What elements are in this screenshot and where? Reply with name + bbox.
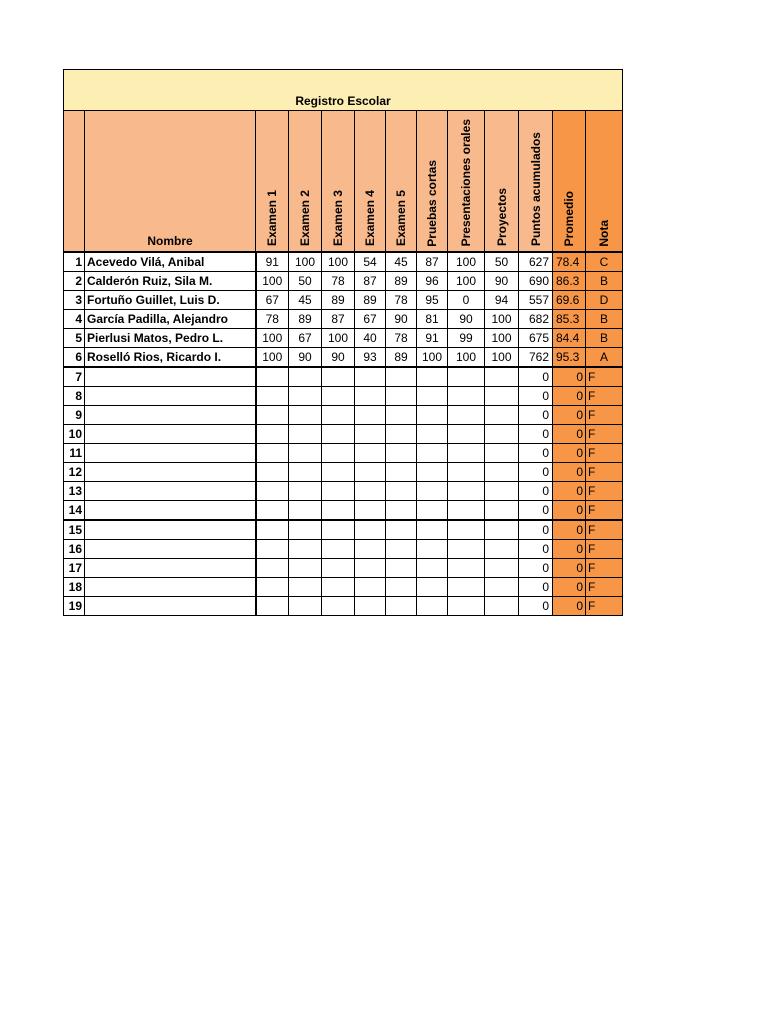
header-presentaciones-orales-label: Presentaciones orales — [459, 119, 473, 247]
row-number-cell[interactable]: 16 — [64, 540, 85, 559]
header-nombre: Nombre — [85, 111, 256, 253]
header-examen-4 — [355, 111, 386, 253]
student-name-cell[interactable] — [85, 540, 256, 559]
score-cell-e1[interactable]: 100 — [256, 272, 289, 291]
puntos-acumulados-cell[interactable]: 0 — [519, 406, 553, 425]
nota-cell[interactable]: C — [586, 252, 623, 272]
score-cell-e2[interactable] — [289, 406, 322, 425]
nota-cell[interactable]: B — [586, 310, 623, 329]
puntos-acumulados-cell[interactable]: 0 — [519, 463, 553, 482]
score-cell-pr[interactable] — [485, 406, 519, 425]
puntos-acumulados-cell[interactable]: 0 — [519, 559, 553, 578]
score-cell-e4[interactable] — [355, 482, 386, 501]
table-row — [64, 425, 623, 444]
header-proyectos-label: Proyectos — [494, 188, 509, 247]
header-examen-5-label: Examen 5 — [394, 190, 408, 247]
score-cell-pc[interactable] — [417, 520, 448, 540]
score-cell-e5[interactable]: 90 — [386, 310, 417, 329]
score-cell-pr[interactable] — [485, 597, 519, 616]
header-examen-4-label: Examen 4 — [363, 190, 377, 247]
table-row — [64, 272, 623, 291]
score-cell-e2[interactable]: 90 — [289, 348, 322, 368]
nota-cell[interactable]: F — [586, 540, 623, 559]
puntos-acumulados-cell[interactable]: 0 — [519, 425, 553, 444]
score-cell-e4[interactable] — [355, 540, 386, 559]
score-cell-pr[interactable] — [485, 578, 519, 597]
score-cell-pr[interactable] — [485, 520, 519, 540]
promedio-cell[interactable]: 0 — [553, 559, 586, 578]
score-cell-e5[interactable]: 78 — [386, 291, 417, 310]
student-name-cell[interactable]: Pierlusi Matos, Pedro L. — [85, 329, 256, 348]
score-cell-pc[interactable] — [417, 482, 448, 501]
header-promedio-label: Promedio — [562, 191, 576, 247]
score-cell-e3[interactable]: 89 — [322, 291, 355, 310]
score-cell-e5[interactable] — [386, 501, 417, 521]
score-cell-pc[interactable] — [417, 444, 448, 463]
score-cell-pc[interactable] — [417, 463, 448, 482]
nota-cell[interactable]: F — [586, 578, 623, 597]
score-cell-e4[interactable] — [355, 444, 386, 463]
puntos-acumulados-cell[interactable]: 0 — [519, 578, 553, 597]
nota-cell[interactable]: B — [586, 329, 623, 348]
score-cell-e5[interactable]: 89 — [386, 272, 417, 291]
score-cell-e3[interactable] — [322, 597, 355, 616]
promedio-cell[interactable]: 86.3 — [553, 272, 586, 291]
score-cell-pr[interactable]: 100 — [485, 348, 519, 368]
promedio-cell[interactable]: 0 — [553, 540, 586, 559]
header-puntos-acumulados-label: Puntos acumulados — [528, 132, 543, 247]
nota-cell[interactable]: F — [586, 425, 623, 444]
score-cell-e1[interactable]: 78 — [256, 310, 289, 329]
score-cell-po[interactable] — [448, 367, 485, 387]
score-cell-e5[interactable] — [386, 482, 417, 501]
puntos-acumulados-cell[interactable]: 0 — [519, 501, 553, 521]
row-number-cell[interactable]: 6 — [64, 348, 85, 368]
score-cell-e5[interactable] — [386, 559, 417, 578]
student-name-cell[interactable] — [85, 463, 256, 482]
score-cell-e3[interactable]: 100 — [322, 329, 355, 348]
score-cell-e2[interactable] — [289, 367, 322, 387]
header-presentaciones-orales — [448, 111, 485, 253]
score-cell-pc[interactable]: 87 — [417, 252, 448, 272]
score-cell-e5[interactable] — [386, 463, 417, 482]
promedio-cell[interactable]: 0 — [553, 387, 586, 406]
score-cell-e3[interactable]: 100 — [322, 252, 355, 272]
score-cell-po[interactable] — [448, 463, 485, 482]
score-cell-e2[interactable] — [289, 520, 322, 540]
score-cell-pc[interactable] — [417, 425, 448, 444]
score-cell-pc[interactable]: 100 — [417, 348, 448, 368]
score-cell-pr[interactable] — [485, 367, 519, 387]
nota-cell[interactable]: F — [586, 367, 623, 387]
row-number-cell[interactable]: 5 — [64, 329, 85, 348]
score-cell-pr[interactable] — [485, 540, 519, 559]
score-cell-po[interactable] — [448, 501, 485, 521]
header-promedio — [553, 111, 586, 253]
row-number-cell[interactable]: 2 — [64, 272, 85, 291]
row-number-cell[interactable]: 11 — [64, 444, 85, 463]
score-cell-po[interactable] — [448, 387, 485, 406]
puntos-acumulados-cell[interactable]: 0 — [519, 387, 553, 406]
score-cell-e2[interactable] — [289, 463, 322, 482]
score-cell-e2[interactable]: 67 — [289, 329, 322, 348]
score-cell-e4[interactable] — [355, 425, 386, 444]
header-pruebas-cortas-label: Pruebas cortas — [425, 159, 439, 247]
score-cell-e3[interactable] — [322, 387, 355, 406]
table-row — [64, 387, 623, 406]
score-cell-e1[interactable] — [256, 482, 289, 501]
score-cell-e1[interactable] — [256, 444, 289, 463]
score-cell-e2[interactable] — [289, 540, 322, 559]
student-rows — [64, 252, 623, 616]
score-cell-e4[interactable]: 54 — [355, 252, 386, 272]
table-row — [64, 348, 623, 368]
puntos-acumulados-cell[interactable]: 682 — [519, 310, 553, 329]
puntos-acumulados-cell[interactable]: 557 — [519, 291, 553, 310]
student-name-cell[interactable]: Roselló Rios, Ricardo I. — [85, 348, 256, 368]
header-examen-1-label: Examen 1 — [265, 190, 279, 247]
student-name-cell[interactable] — [85, 444, 256, 463]
score-cell-pr[interactable]: 100 — [485, 329, 519, 348]
score-cell-e3[interactable] — [322, 578, 355, 597]
header-examen-3 — [322, 111, 355, 253]
score-cell-pr[interactable]: 94 — [485, 291, 519, 310]
score-cell-e1[interactable]: 67 — [256, 291, 289, 310]
header-nota-label: Nota — [597, 219, 611, 247]
table-row — [64, 444, 623, 463]
score-cell-pr[interactable] — [485, 501, 519, 521]
score-cell-e4[interactable] — [355, 367, 386, 387]
score-cell-po[interactable] — [448, 597, 485, 616]
score-cell-e1[interactable] — [256, 425, 289, 444]
score-cell-po[interactable]: 100 — [448, 272, 485, 291]
score-cell-pr[interactable] — [485, 482, 519, 501]
student-name-cell[interactable]: Acevedo Vilá, Anibal — [85, 252, 256, 272]
table-row — [64, 578, 623, 597]
student-name-cell[interactable] — [85, 578, 256, 597]
score-cell-pr[interactable] — [485, 387, 519, 406]
nota-cell[interactable]: F — [586, 482, 623, 501]
score-cell-e4[interactable]: 40 — [355, 329, 386, 348]
table-row — [64, 329, 623, 348]
row-number-cell[interactable]: 10 — [64, 425, 85, 444]
score-cell-po[interactable] — [448, 559, 485, 578]
promedio-cell[interactable]: 0 — [553, 520, 586, 540]
score-cell-e4[interactable] — [355, 406, 386, 425]
table-row — [64, 540, 623, 559]
student-name-cell[interactable] — [85, 387, 256, 406]
score-cell-e4[interactable]: 67 — [355, 310, 386, 329]
score-cell-e5[interactable] — [386, 540, 417, 559]
score-cell-po[interactable] — [448, 482, 485, 501]
header-examen-2 — [289, 111, 322, 253]
score-cell-e2[interactable] — [289, 444, 322, 463]
row-number-cell[interactable]: 18 — [64, 578, 85, 597]
nota-cell[interactable]: F — [586, 444, 623, 463]
score-cell-e4[interactable]: 93 — [355, 348, 386, 368]
score-cell-e1[interactable]: 91 — [256, 252, 289, 272]
score-cell-e3[interactable] — [322, 425, 355, 444]
score-cell-e4[interactable] — [355, 520, 386, 540]
score-cell-e5[interactable] — [386, 597, 417, 616]
score-cell-e4[interactable] — [355, 387, 386, 406]
nota-cell[interactable]: F — [586, 463, 623, 482]
score-cell-pr[interactable]: 100 — [485, 310, 519, 329]
score-cell-pc[interactable] — [417, 540, 448, 559]
score-cell-e1[interactable] — [256, 559, 289, 578]
promedio-cell[interactable]: 0 — [553, 463, 586, 482]
score-cell-pr[interactable]: 50 — [485, 252, 519, 272]
table-row — [64, 252, 623, 272]
score-cell-e2[interactable]: 89 — [289, 310, 322, 329]
score-cell-pc[interactable] — [417, 406, 448, 425]
promedio-cell[interactable]: 0 — [553, 482, 586, 501]
nota-cell[interactable]: A — [586, 348, 623, 368]
row-number-cell[interactable]: 14 — [64, 501, 85, 521]
score-cell-pc[interactable] — [417, 559, 448, 578]
score-cell-e1[interactable] — [256, 578, 289, 597]
score-cell-e5[interactable]: 45 — [386, 252, 417, 272]
score-cell-e4[interactable] — [355, 559, 386, 578]
score-cell-e5[interactable] — [386, 387, 417, 406]
table-row — [64, 291, 623, 310]
header-number-cell — [64, 111, 85, 253]
score-cell-e2[interactable] — [289, 597, 322, 616]
header-proyectos — [485, 111, 519, 253]
puntos-acumulados-cell[interactable]: 627 — [519, 252, 553, 272]
score-cell-po[interactable] — [448, 406, 485, 425]
nota-cell[interactable]: F — [586, 387, 623, 406]
score-cell-e1[interactable] — [256, 540, 289, 559]
score-cell-e5[interactable] — [386, 444, 417, 463]
score-cell-e5[interactable] — [386, 578, 417, 597]
score-cell-e1[interactable] — [256, 367, 289, 387]
score-cell-e1[interactable] — [256, 463, 289, 482]
table-row — [64, 520, 623, 540]
score-cell-e1[interactable] — [256, 387, 289, 406]
score-cell-e3[interactable] — [322, 559, 355, 578]
score-cell-po[interactable]: 100 — [448, 348, 485, 368]
row-number-cell[interactable]: 12 — [64, 463, 85, 482]
table-row — [64, 406, 623, 425]
score-cell-e3[interactable] — [322, 444, 355, 463]
student-name-cell[interactable] — [85, 501, 256, 521]
score-cell-e3[interactable] — [322, 367, 355, 387]
score-cell-e3[interactable]: 78 — [322, 272, 355, 291]
header-pruebas-cortas — [417, 111, 448, 253]
row-number-cell[interactable]: 15 — [64, 520, 85, 540]
puntos-acumulados-cell[interactable]: 762 — [519, 348, 553, 368]
row-number-cell[interactable]: 1 — [64, 252, 85, 272]
score-cell-e4[interactable]: 87 — [355, 272, 386, 291]
promedio-cell[interactable]: 0 — [553, 425, 586, 444]
header-examen-2-label: Examen 2 — [298, 190, 312, 247]
title-row — [64, 70, 623, 111]
score-cell-e4[interactable] — [355, 463, 386, 482]
student-name-cell[interactable]: Calderón Ruiz, Sila M. — [85, 272, 256, 291]
score-cell-e2[interactable]: 45 — [289, 291, 322, 310]
promedio-cell[interactable]: 0 — [553, 501, 586, 521]
row-number-cell[interactable]: 13 — [64, 482, 85, 501]
nota-cell[interactable]: F — [586, 406, 623, 425]
row-number-cell[interactable]: 17 — [64, 559, 85, 578]
score-cell-e1[interactable] — [256, 406, 289, 425]
score-cell-e3[interactable]: 90 — [322, 348, 355, 368]
score-cell-pc[interactable]: 95 — [417, 291, 448, 310]
puntos-acumulados-cell[interactable]: 0 — [519, 597, 553, 616]
header-row — [64, 111, 623, 253]
promedio-cell[interactable]: 0 — [553, 367, 586, 387]
score-cell-e1[interactable] — [256, 520, 289, 540]
table-row — [64, 367, 623, 387]
score-cell-e5[interactable] — [386, 367, 417, 387]
sheet-title: Registro Escolar — [64, 70, 623, 111]
score-cell-po[interactable] — [448, 444, 485, 463]
table-row — [64, 482, 623, 501]
score-cell-e3[interactable] — [322, 501, 355, 521]
promedio-cell[interactable]: 0 — [553, 444, 586, 463]
promedio-cell[interactable]: 69.6 — [553, 291, 586, 310]
row-number-cell[interactable]: 7 — [64, 367, 85, 387]
header-nota — [586, 111, 623, 253]
score-cell-e5[interactable] — [386, 406, 417, 425]
score-cell-e2[interactable] — [289, 387, 322, 406]
row-number-cell[interactable]: 19 — [64, 597, 85, 616]
score-cell-e3[interactable] — [322, 520, 355, 540]
score-cell-pc[interactable]: 91 — [417, 329, 448, 348]
student-name-cell[interactable] — [85, 520, 256, 540]
header-examen-5 — [386, 111, 417, 253]
score-cell-e3[interactable]: 87 — [322, 310, 355, 329]
score-cell-e4[interactable] — [355, 578, 386, 597]
student-name-cell[interactable]: García Padilla, Alejandro — [85, 310, 256, 329]
score-cell-po[interactable] — [448, 520, 485, 540]
score-cell-pc[interactable] — [417, 597, 448, 616]
score-cell-e5[interactable] — [386, 425, 417, 444]
row-number-cell[interactable]: 3 — [64, 291, 85, 310]
header-puntos-acumulados — [519, 111, 553, 253]
nota-cell[interactable]: F — [586, 501, 623, 521]
student-name-cell[interactable]: Fortuño Guillet, Luis D. — [85, 291, 256, 310]
score-cell-e4[interactable] — [355, 597, 386, 616]
table-row — [64, 597, 623, 616]
score-cell-pr[interactable] — [485, 425, 519, 444]
puntos-acumulados-cell[interactable]: 0 — [519, 444, 553, 463]
student-name-cell[interactable] — [85, 482, 256, 501]
score-cell-e2[interactable]: 50 — [289, 272, 322, 291]
score-cell-e2[interactable] — [289, 482, 322, 501]
score-cell-po[interactable] — [448, 540, 485, 559]
puntos-acumulados-cell[interactable]: 0 — [519, 540, 553, 559]
nota-cell[interactable]: F — [586, 597, 623, 616]
score-cell-e5[interactable]: 78 — [386, 329, 417, 348]
score-cell-e1[interactable] — [256, 597, 289, 616]
nota-cell[interactable]: D — [586, 291, 623, 310]
score-cell-po[interactable]: 90 — [448, 310, 485, 329]
student-name-cell[interactable] — [85, 406, 256, 425]
score-cell-e1[interactable] — [256, 501, 289, 521]
puntos-acumulados-cell[interactable]: 0 — [519, 520, 553, 540]
score-cell-pr[interactable] — [485, 559, 519, 578]
score-cell-e1[interactable]: 100 — [256, 348, 289, 368]
puntos-acumulados-cell[interactable]: 0 — [519, 482, 553, 501]
score-cell-e4[interactable] — [355, 501, 386, 521]
student-name-cell[interactable] — [85, 597, 256, 616]
student-name-cell[interactable] — [85, 559, 256, 578]
score-cell-e3[interactable] — [322, 482, 355, 501]
score-cell-e2[interactable] — [289, 578, 322, 597]
score-cell-pc[interactable] — [417, 387, 448, 406]
score-cell-pc[interactable]: 96 — [417, 272, 448, 291]
score-cell-pc[interactable] — [417, 367, 448, 387]
score-cell-pc[interactable] — [417, 578, 448, 597]
row-number-cell[interactable]: 4 — [64, 310, 85, 329]
puntos-acumulados-cell[interactable]: 690 — [519, 272, 553, 291]
promedio-cell[interactable]: 0 — [553, 406, 586, 425]
puntos-acumulados-cell[interactable]: 0 — [519, 367, 553, 387]
score-cell-e5[interactable]: 89 — [386, 348, 417, 368]
student-name-cell[interactable] — [85, 425, 256, 444]
score-cell-e2[interactable] — [289, 425, 322, 444]
promedio-cell[interactable]: 78.4 — [553, 252, 586, 272]
score-cell-pc[interactable]: 81 — [417, 310, 448, 329]
promedio-cell[interactable]: 85.3 — [553, 310, 586, 329]
nota-cell[interactable]: B — [586, 272, 623, 291]
score-cell-e5[interactable] — [386, 520, 417, 540]
table-row — [64, 559, 623, 578]
header-examen-1 — [256, 111, 289, 253]
nota-cell[interactable]: F — [586, 520, 623, 540]
score-cell-pr[interactable] — [485, 444, 519, 463]
score-cell-e4[interactable]: 89 — [355, 291, 386, 310]
score-cell-e3[interactable] — [322, 540, 355, 559]
score-cell-pc[interactable] — [417, 501, 448, 521]
score-cell-e2[interactable] — [289, 559, 322, 578]
score-cell-po[interactable] — [448, 578, 485, 597]
grade-register-table — [63, 69, 623, 616]
nota-cell[interactable]: F — [586, 559, 623, 578]
score-cell-po[interactable]: 0 — [448, 291, 485, 310]
table-row — [64, 310, 623, 329]
row-number-cell[interactable]: 9 — [64, 406, 85, 425]
header-examen-3-label: Examen 3 — [331, 190, 345, 247]
promedio-cell[interactable]: 0 — [553, 578, 586, 597]
score-cell-pr[interactable]: 90 — [485, 272, 519, 291]
promedio-cell[interactable]: 0 — [553, 597, 586, 616]
row-number-cell[interactable]: 8 — [64, 387, 85, 406]
score-cell-po[interactable]: 99 — [448, 329, 485, 348]
student-name-cell[interactable] — [85, 367, 256, 387]
score-cell-e2[interactable] — [289, 501, 322, 521]
puntos-acumulados-cell[interactable]: 675 — [519, 329, 553, 348]
table-row — [64, 501, 623, 521]
score-cell-e3[interactable] — [322, 463, 355, 482]
score-cell-po[interactable]: 100 — [448, 252, 485, 272]
promedio-cell[interactable]: 95.3 — [553, 348, 586, 368]
score-cell-e2[interactable]: 100 — [289, 252, 322, 272]
score-cell-e3[interactable] — [322, 406, 355, 425]
score-cell-po[interactable] — [448, 425, 485, 444]
score-cell-pr[interactable] — [485, 463, 519, 482]
promedio-cell[interactable]: 84.4 — [553, 329, 586, 348]
table-row — [64, 463, 623, 482]
score-cell-e1[interactable]: 100 — [256, 329, 289, 348]
